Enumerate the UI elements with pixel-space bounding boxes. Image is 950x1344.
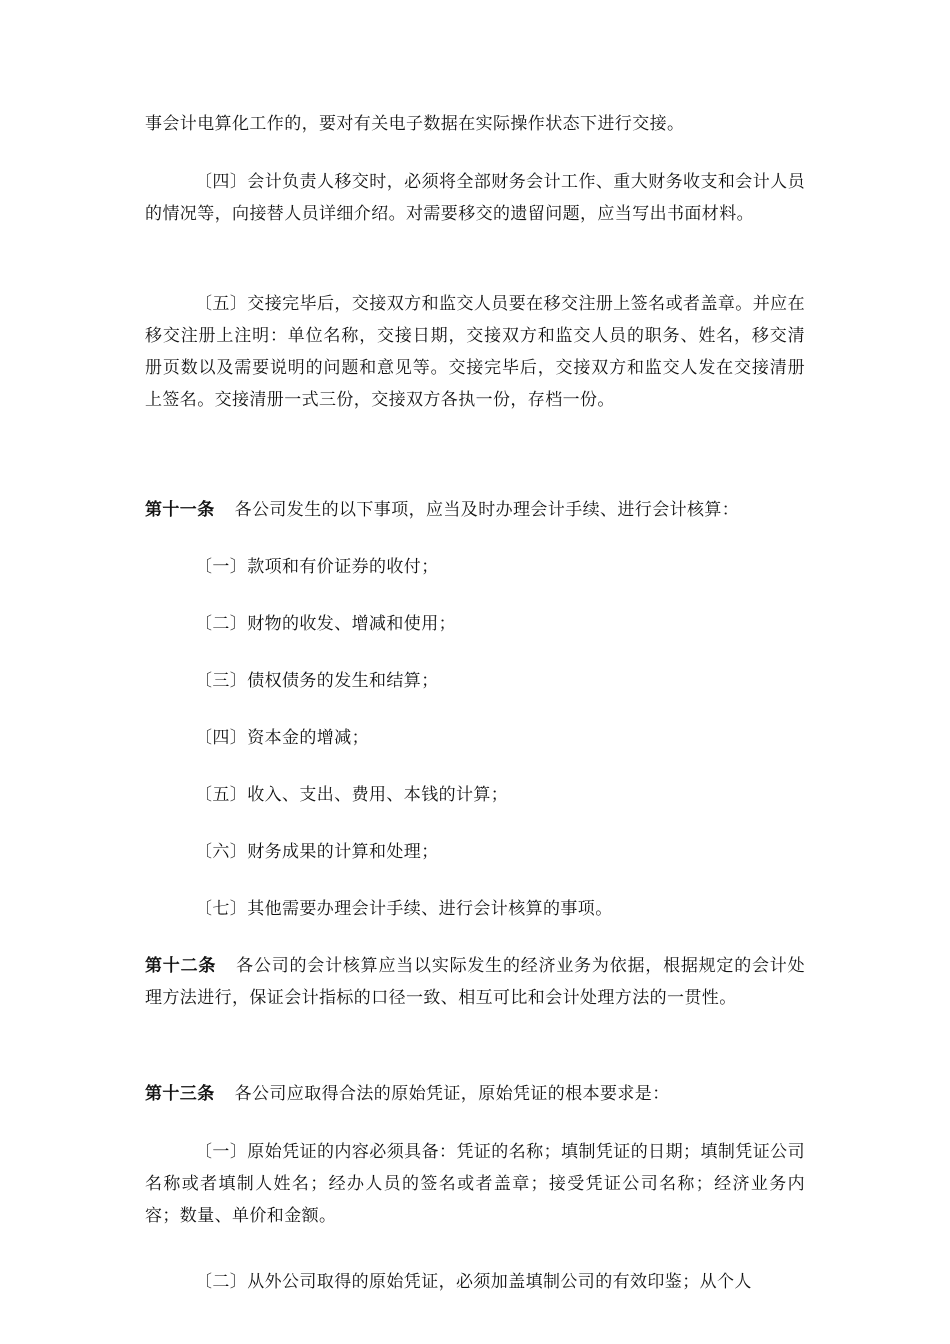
- article-11-item-4: 〔四〕资本金的增减；: [195, 728, 369, 748]
- article-11: [145, 494, 805, 526]
- article-13-text: 各公司应取得合法的原始凭证，原始凭证的根本要求是：: [234, 1084, 670, 1104]
- article-13-item-2: 〔二〕从外公司取得的原始凭证，必须加盖填制公司的有效印鉴；从个人: [195, 1272, 752, 1292]
- article-11-item-2: 〔二〕财物的收发、增减和使用；: [195, 614, 456, 634]
- article-11-item-3: 〔三〕债权债务的发生和结算；: [195, 671, 439, 691]
- paragraph-item-five: 〔五〕交接完毕后，交接双方和监交人员要在移交注册上签名或者盖章。并应在移交注册上注明：单位名称，交接日期，交接双方和监交人员的职务、姓名，移交清册页数以及需要说明的问题和意见等。交接完毕后，交接双方和监交人发在交接清册上签名。交接清册一式三份，交接双方各执一份，存档一份。: [145, 294, 805, 410]
- article-11-item-7: 〔七〕其他需要办理会计手续、进行会计核算的事项。: [195, 899, 613, 919]
- article-11-heading: 第十一条: [145, 500, 215, 520]
- article-11-text: 各公司发生的以下事项，应当及时办理会计手续、进行会计核算：: [234, 500, 740, 520]
- article-13-item-1: 〔一〕原始凭证的内容必须具备：凭证的名称；填制凭证的日期；填制凭证公司名称或者填制人姓名；经办人员的签名或者盖章；接受凭证公司名称；经济业务内容；数量、单价和金额。: [145, 1142, 805, 1226]
- article-13: [145, 1078, 805, 1110]
- paragraph-continuation: 事会计电算化工作的，要对有关电子数据在实际操作状态下进行交接。: [145, 114, 685, 134]
- article-13-heading: 第十三条: [145, 1084, 215, 1104]
- article-11-item-5: 〔五〕收入、支出、费用、本钱的计算；: [195, 785, 509, 805]
- article-11-item-6: 〔六〕财务成果的计算和处理；: [195, 842, 439, 862]
- article-12: [145, 950, 805, 1014]
- article-12-text: 各公司的会计核算应当以实际发生的经济业务为依据，根据规定的会计处理方法进行，保证会计指标的口径一致、相互可比和会计处理方法的一贯性。: [145, 956, 805, 1008]
- paragraph-item-four: 〔四〕会计负责人移交时，必须将全部财务会计工作、重大财务收支和会计人员的情况等，向接替人员详细介绍。对需要移交的遗留问题，应当写出书面材料。: [145, 172, 805, 224]
- article-11-item-1: 〔一〕款项和有价证券的收付；: [195, 557, 439, 577]
- article-12-heading: 第十二条: [145, 956, 217, 976]
